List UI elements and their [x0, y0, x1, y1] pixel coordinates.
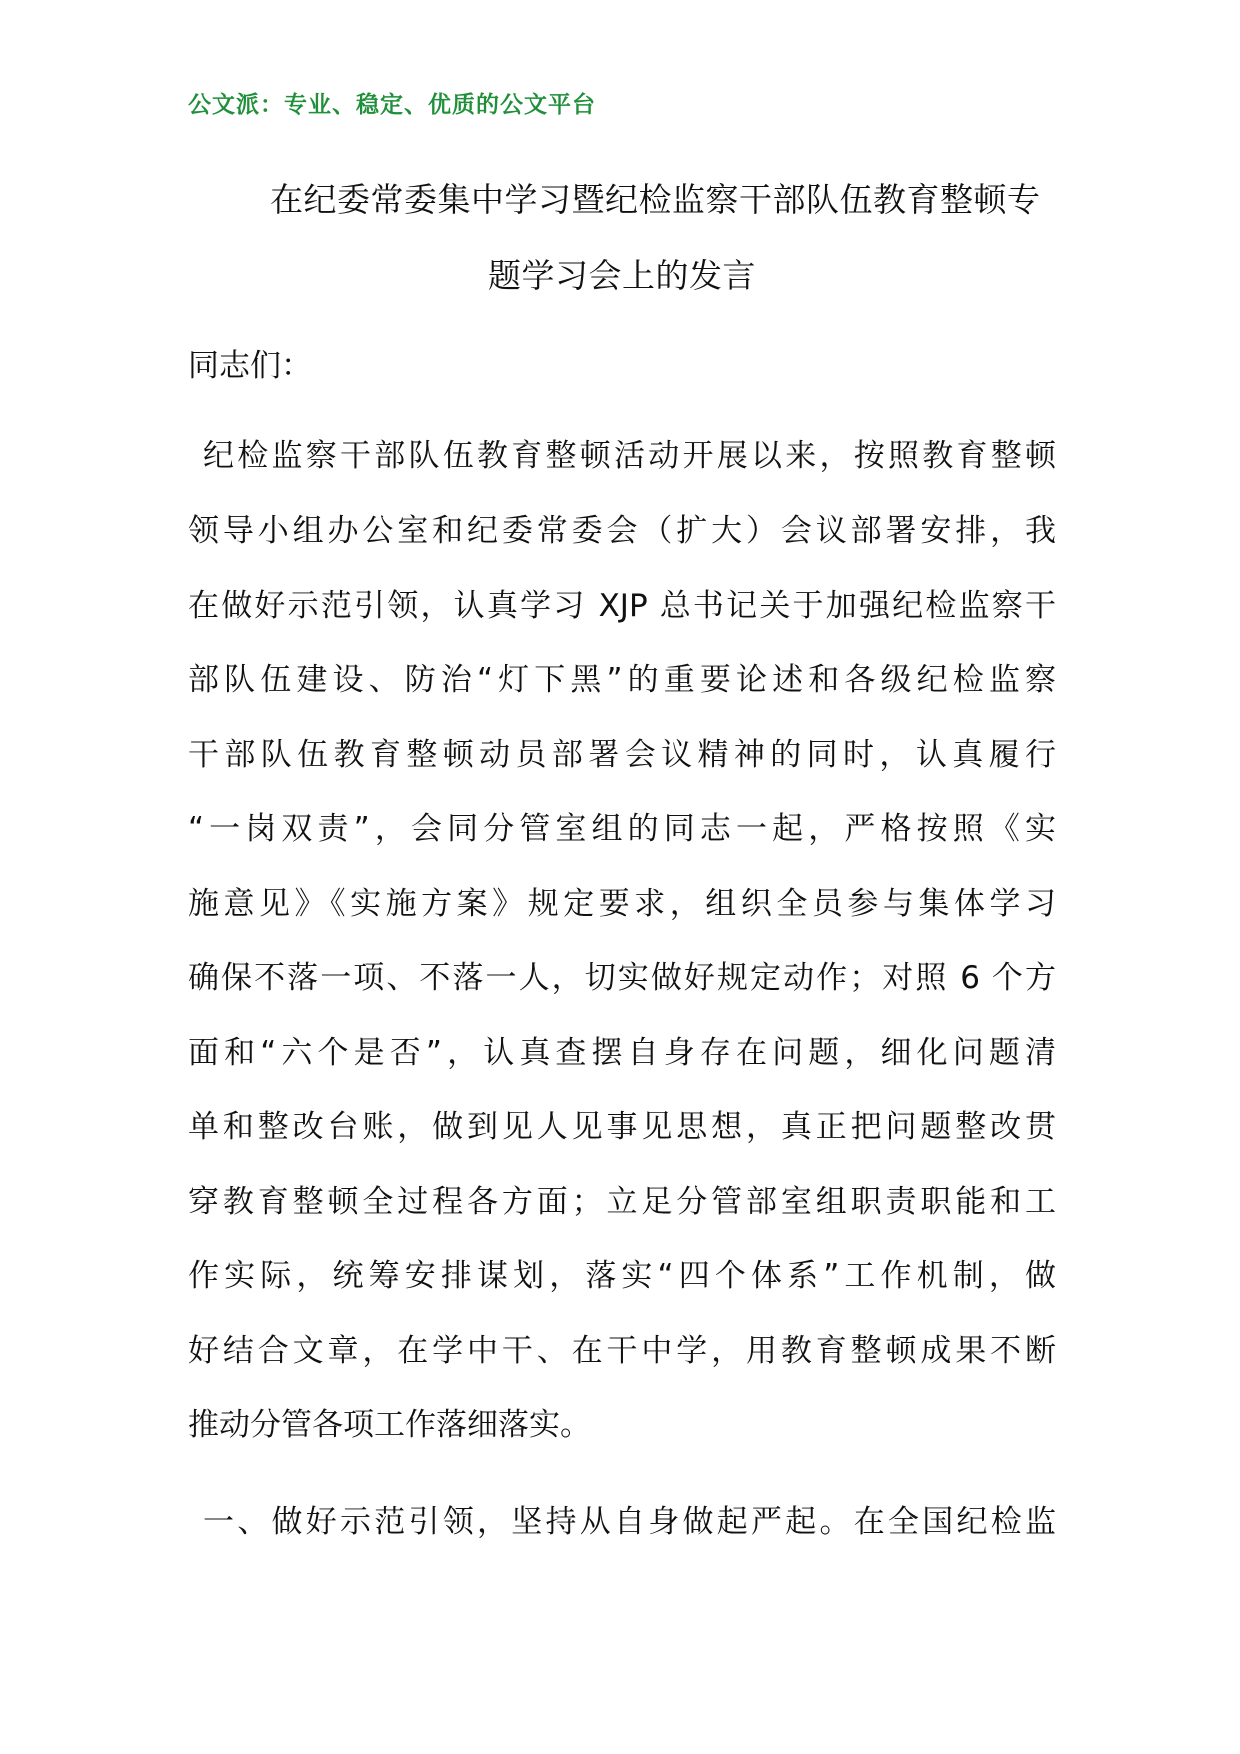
paragraph-line: 好结合文章，在学中干、在干中学，用教育整顿成果不断 — [188, 1333, 1056, 1369]
paragraph-line: 部队伍建设、防治“灯下黑”的重要论述和各级纪检监察 — [188, 662, 1056, 698]
paragraph-line: 施意见》《实施方案》规定要求，组织全员参与集体学习 — [188, 886, 1056, 922]
paragraph-line: 面和“六个是否”，认真查摆自身存在问题，细化问题清 — [188, 1035, 1056, 1071]
salutation: 同志们： — [188, 348, 312, 384]
paragraph-line: “一岗双责”，会同分管室组的同志一起，严格按照《实 — [188, 811, 1056, 847]
document-title-line-2: 题学习会上的发言 — [488, 256, 756, 295]
paragraph-line: 在做好示范引领，认真学习 XJP 总书记关于加强纪检监察干 — [188, 588, 1056, 624]
paragraph-line: 领导小组办公室和纪委常委会（扩大）会议部署安排，我 — [188, 513, 1056, 549]
paragraph-line: 确保不落一项、不落一人，切实做好规定动作；对照 6 个方 — [188, 960, 1056, 996]
header-banner: 公文派：专业、稳定、优质的公文平台 — [188, 91, 596, 118]
paragraph-line: 作实际，统筹安排谋划，落实“四个体系”工作机制，做 — [188, 1258, 1056, 1294]
paragraph-line: 单和整改台账，做到见人见事见思想，真正把问题整改贯 — [188, 1109, 1056, 1145]
paragraph-line: 推动分管各项工作落细落实。 — [188, 1407, 591, 1443]
paragraph-line: 干部队伍教育整顿动员部署会议精神的同时，认真履行 — [188, 737, 1056, 773]
document-title-line-1: 在纪委常委集中学习暨纪检监察干部队伍教育整顿专 — [270, 180, 1041, 219]
paragraph-line: 纪检监察干部队伍教育整顿活动开展以来，按照教育整顿 — [203, 438, 1056, 474]
paragraph-line: 穿教育整顿全过程各方面；立足分管部室组职责职能和工 — [188, 1184, 1056, 1220]
section-heading-line: 一、做好示范引领，坚持从自身做起严起。在全国纪检监 — [203, 1504, 1056, 1540]
